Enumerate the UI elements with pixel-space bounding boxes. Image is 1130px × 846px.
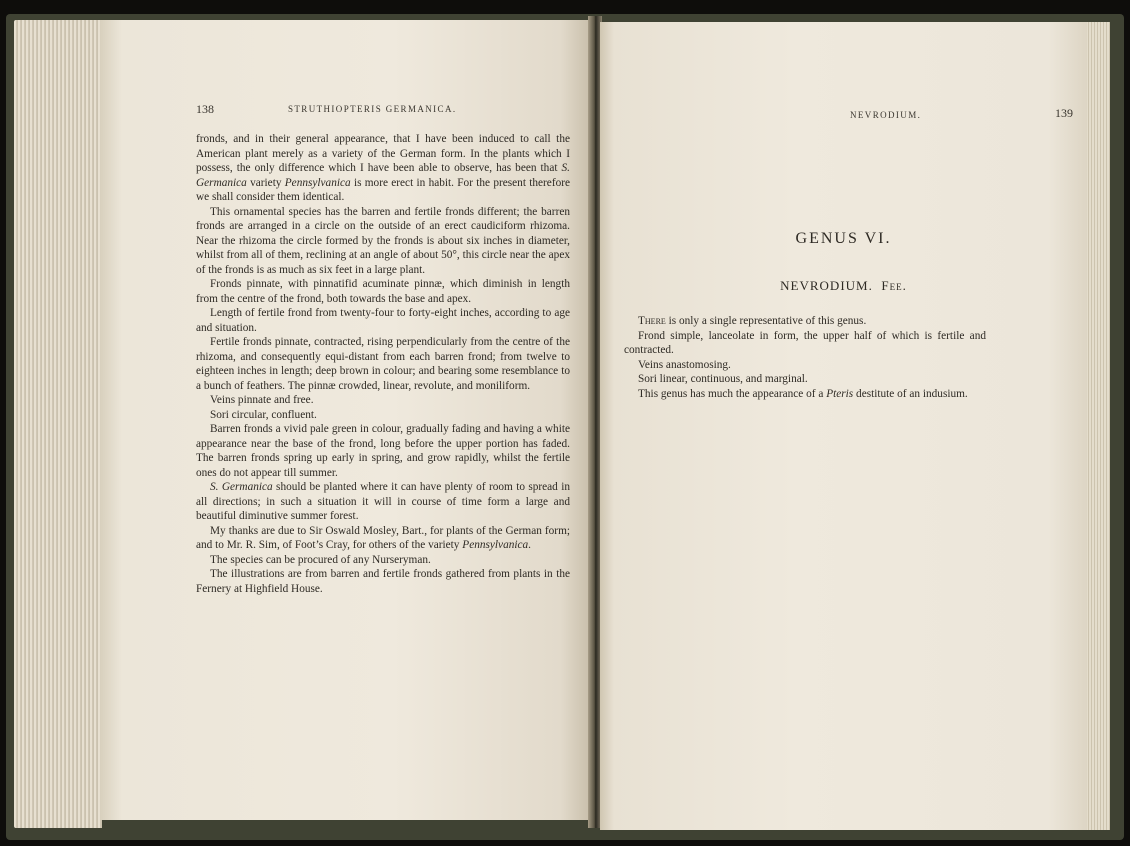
text-run: is more erect in habit. For the present therefore we shall consider them identical. [196, 176, 571, 203]
text-run: Barren fronds a vivid pale green in colour, gradually fading and having a white appearance near the base of the frond, long before the upper portion has faded. The barren fronds spring up early in spring, and grow rapidly, whilst the fertile ones do not appear till summer. [196, 423, 570, 479]
italic-text: Pteris [826, 387, 854, 400]
paragraph [624, 387, 986, 402]
text-run: This ornamental species has the barren and fertile fronds different; the barren fronds are arranged in a circle on the outside of an erect caudiciform rhizoma. Near the rhizoma the circle formed by the fronds is about six inches in diameter, whilst from all of them, reclining at an angle of about 50°, this circle near the apex of the fronds is as much as six feet in a large plant. [196, 205, 570, 276]
paragraph [624, 329, 986, 358]
text-run: My thanks are due to Sir Oswald Mosley, Bart., for plants of the German form; and to Mr. R. Sim, of Foot’s Cray, for others of the variety [196, 524, 570, 551]
paragraph [624, 358, 986, 373]
paragraph [196, 335, 570, 393]
text-run: fronds, and in their general appearance, that I have been induced to call the American plant merely as a variety of the German form. In the plants which I possess, the only difference which I have been able to observe, has been that [196, 133, 570, 174]
genus-name: NEVRODIUM. [780, 278, 873, 293]
genus-author: Fee. [881, 278, 907, 293]
running-head: NEVRODIUM. [850, 110, 922, 120]
text-run: The species can be procured of any Nurseryman. [210, 553, 431, 566]
text-run: should be planted where it can have plenty of room to spread in all directions; in such a situation it will in course of time form a large and beautiful diminutive summer forest. [196, 481, 570, 522]
paragraph [196, 480, 570, 524]
text-run: variety [246, 176, 285, 189]
text-run: Length of fertile frond from twenty-four to forty-eight inches, according to age and situation. [196, 307, 570, 334]
text-run: destitute of an indusium. [853, 387, 968, 400]
text-run: Veins anastomosing. [638, 358, 731, 371]
paragraph [196, 277, 570, 306]
right-page [600, 22, 1087, 830]
page-number: 138 [196, 102, 214, 116]
body-text [624, 314, 986, 401]
page-edges-right [1086, 22, 1110, 830]
paragraph [196, 553, 570, 568]
paragraph [624, 372, 986, 387]
body-text [196, 132, 570, 596]
text-run: . [528, 539, 531, 551]
text-run: Fertile fronds pinnate, contracted, rising perpendicularly from the centre of the rhizoma, and consequently equi-distant from each barren frond; from twelve to eighteen inches in length; deep brown in colour; and bearing some resemblance to a bunch of feathers. The pinnæ crowded, linear, revolute, and moniliform. [196, 336, 570, 392]
genus-title: GENUS VI. [795, 230, 892, 247]
italic-text: Pennsylvanica [284, 176, 351, 189]
text-run: This genus has much the appearance of a [638, 387, 827, 400]
text-run: There [638, 315, 666, 327]
running-head: STRUTHIOPTERIS GERMANICA. [288, 104, 457, 114]
text-run: Sori circular, confluent. [210, 408, 317, 421]
text-run: is only a single representative of this genus. [665, 315, 867, 327]
text-run: Sori linear, continuous, and marginal. [638, 373, 808, 385]
text-run: The illustrations are from barren and fertile fronds gathered from plants in the Fernery at Highfield House. [196, 568, 570, 595]
page-number: 139 [1055, 106, 1073, 120]
paragraph [196, 408, 570, 423]
left-page [100, 20, 590, 820]
paragraph [196, 393, 570, 408]
italic-text: Pennsylvanica [462, 539, 529, 551]
text-run: Veins pinnate and free. [210, 394, 314, 406]
italic-text: S. Germanica [210, 481, 273, 493]
italic-text: S. Germanica [196, 162, 570, 189]
paragraph [196, 422, 570, 480]
paragraph [196, 567, 570, 596]
page-edges-left [14, 20, 102, 828]
paragraph [196, 132, 570, 205]
paragraph [196, 524, 570, 553]
text-run: Frond simple, lanceolate in form, the upper half of which is fertile and contracted. [624, 329, 986, 356]
paragraph [196, 205, 570, 278]
paragraph [624, 314, 986, 329]
genus-heading [600, 278, 1087, 294]
paragraph [196, 306, 570, 335]
text-run: Fronds pinnate, with pinnatifid acuminate pinnæ, which diminish in length from the centre of the frond, both towards the base and apex. [196, 278, 570, 305]
